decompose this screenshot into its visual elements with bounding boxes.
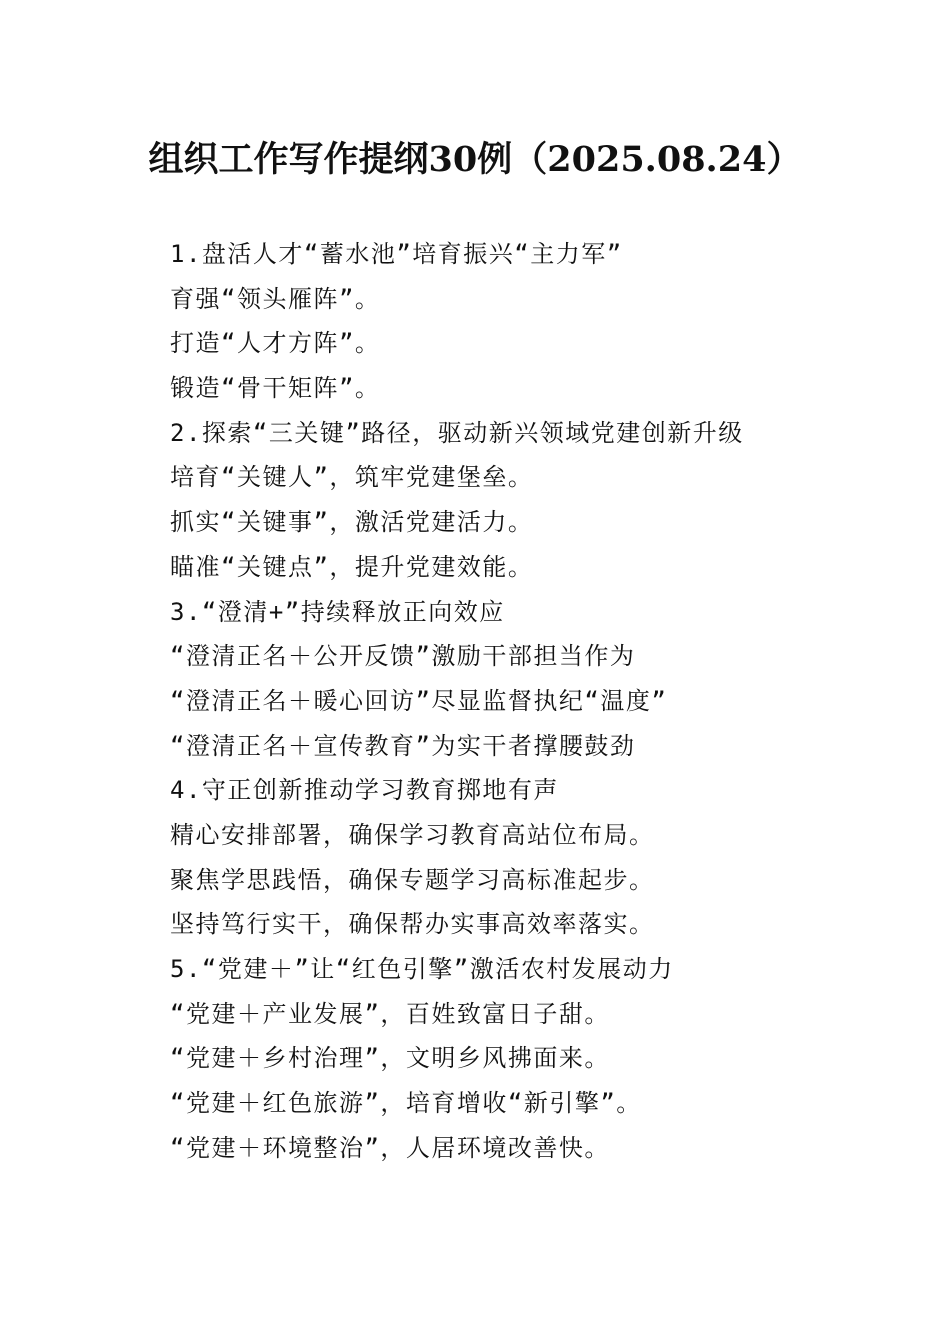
body-line: “党建＋红色旅游”，培育增收“新引擎”。 <box>170 1089 642 1118</box>
body-line: 坚持笃行实干，确保帮办实事高效率落实。 <box>170 910 655 939</box>
body-line: 1.盘活人才“蓄水池”培育振兴“主力军” <box>170 240 623 268</box>
body-line: 锻造“骨干矩阵”。 <box>170 374 381 403</box>
document-body <box>170 232 870 1170</box>
body-line: 打造“人才方阵”。 <box>170 329 381 358</box>
body-line: “澄清正名＋暖心回访”尽显监督执纪“温度” <box>170 686 668 715</box>
body-line: 育强“领头雁阵”。 <box>170 284 381 313</box>
body-line: 培育“关键人”，筑牢党建堡垒。 <box>170 463 534 492</box>
body-line: 3.“澄清+”持续释放正向效应 <box>170 597 505 626</box>
body-line: 瞄准“关键点”，提升党建效能。 <box>170 552 534 581</box>
body-line: 精心安排部署，确保学习教育高站位布局。 <box>170 820 655 849</box>
body-line: “澄清正名＋宣传教育”为实干者撑腰鼓劲 <box>170 731 636 760</box>
body-line: 2.探索“三关键”路径，驱动新兴领域党建创新升级 <box>170 418 744 447</box>
body-line: “党建＋环境整治”，人居环境改善快。 <box>170 1133 610 1162</box>
body-line: “党建＋产业发展”，百姓致富日子甜。 <box>170 999 610 1028</box>
body-line: “澄清正名＋公开反馈”激励干部担当作为 <box>170 642 636 671</box>
document-title: 组织工作写作提纲30例（2025.08.24） <box>148 139 802 180</box>
body-line: 5.“党建＋”让“红色引擎”激活农村发展动力 <box>170 955 674 983</box>
body-line: 4.守正创新推动学习教育掷地有声 <box>170 776 559 805</box>
body-line: 抓实“关键事”，激活党建活力。 <box>170 508 534 537</box>
body-line: 聚焦学思践悟，确保专题学习高标准起步。 <box>170 865 655 894</box>
body-line: “党建＋乡村治理”，文明乡风拂面来。 <box>170 1044 610 1073</box>
